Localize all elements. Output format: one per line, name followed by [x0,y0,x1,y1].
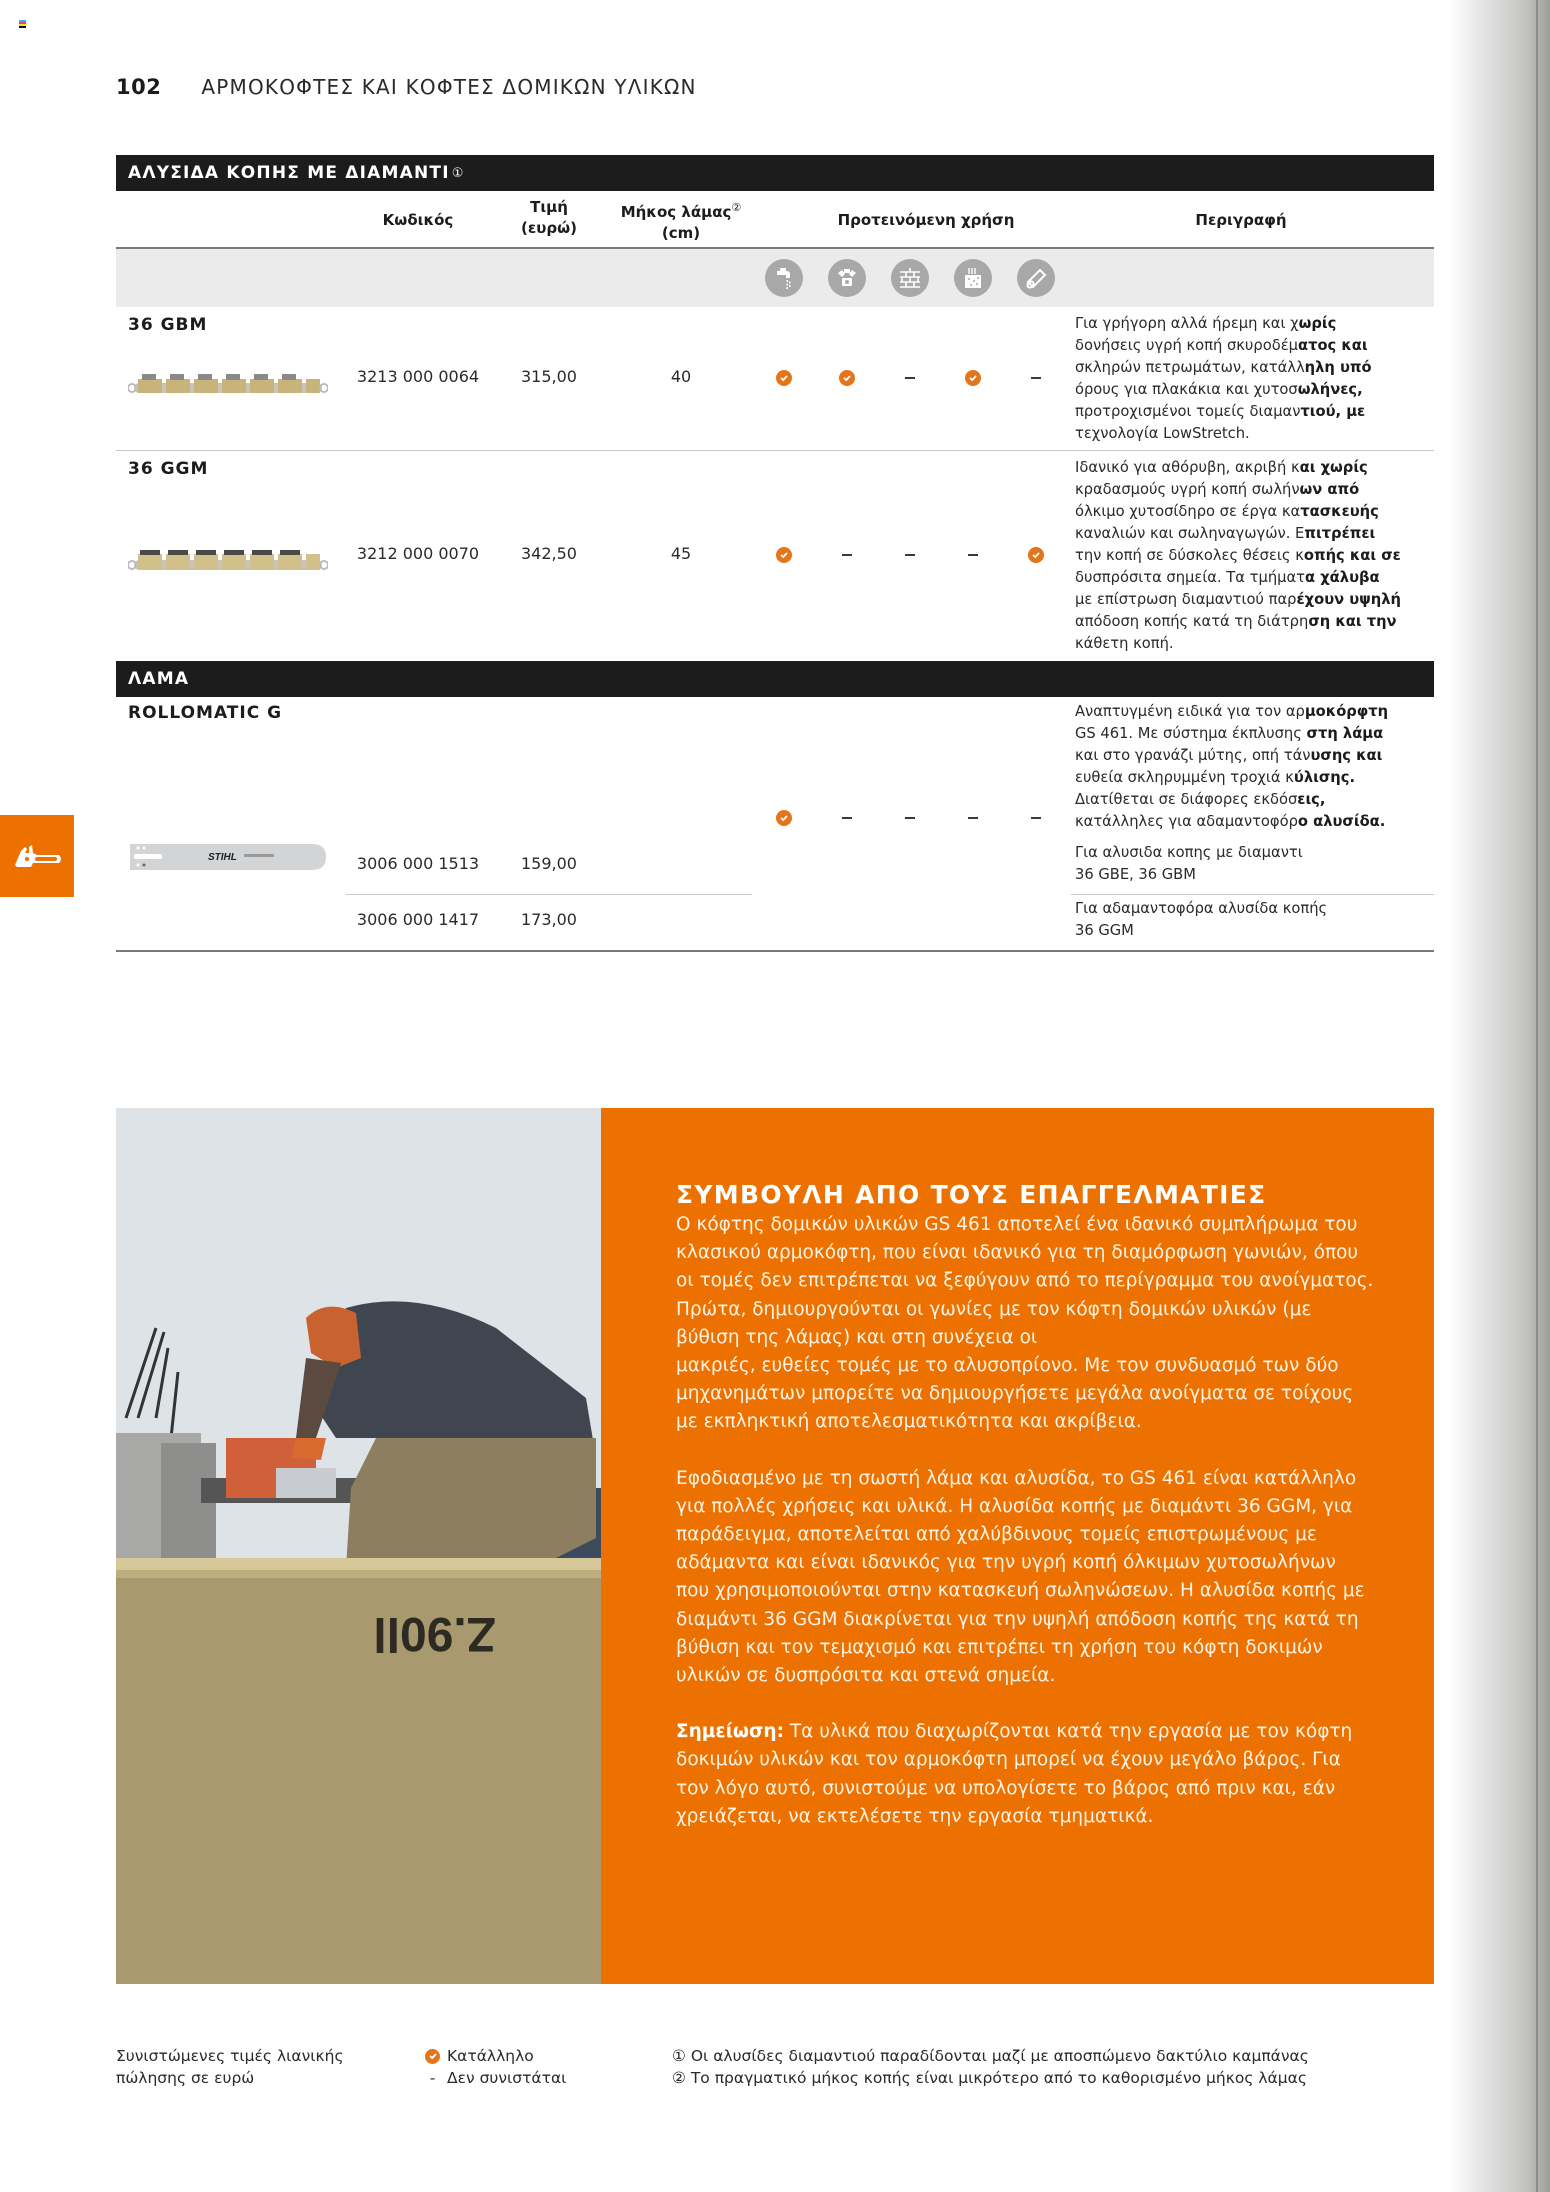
dash-icon [1028,370,1044,386]
product-code: 3212 000 0070 [356,544,480,563]
pro-tip-section [116,1108,1434,1984]
footnote-1: ① Οι αλυσίδες διαμαντιού παραδίδονται μαζί με αποσπώμενο δακτύλιο καμπάνας [672,2047,1309,2065]
tip-paragraph: μακριές, ευθείες τομές με το αλυσοπρίονο. Με τον συνδυασμό των δύο μηχανημάτων μπορείτε να δημιουργήσετε μεγάλα ανοίγματα σε τοίχους με εκπληκτική αποτελεσματικότητα και ακρίβεια. [676,1355,1354,1433]
cutting-stone-icon [828,259,866,297]
product-price: 342,50 [521,544,577,563]
check-icon [776,547,792,563]
legend [425,2045,566,2089]
dash-icon [839,547,855,563]
header-code: Κωδικός [382,211,454,229]
dash-icon [902,547,918,563]
brick-wall-icon [891,259,929,297]
check-icon [425,2049,440,2064]
note-divider [1071,894,1434,895]
print-color-marks [19,20,26,28]
dash-icon [902,810,918,826]
column-headers [116,191,1434,249]
dash-icon: - [429,2069,436,2087]
header-bar-length: Μήκος λάμας② (cm) [620,201,742,242]
construction-worker-image [116,1108,601,1984]
check-icon [776,810,792,826]
tip-paragraph: Εφοδιασμένο με τη σωστή λάμα και αλυσίδα, το GS 461 είναι κατάλληλο για πολλές χρήσεις και υλικά. Η αλυσίδα κοπής με διαμάντι 36 GGM, για παράδειγμα, αποτελείται από χαλύβδινους τομείς επιστρωμένους με αδάμαντα και είναι ιδανικός για την υγρή κοπή όλκιμων χυτοσωλήνων που χρησιμοποιούνται στην κατασκευή σωληνώσεων. Η αλυσίδα κοπής με διαμάντι 36 GGM διακρίνεται για την υψηλή απόδοση κοπής της κατά τη βύθιση και τον τεμαχισμό και επιτρέπει τη χρήση του κόφτη δοκιμών υλικών σε δυσπρόσιτα και στενά σημεία. [676,1467,1365,1687]
check-icon [776,370,792,386]
header-recommended-use: Προτεινόμενη χρήση [837,211,1015,229]
variant-divider [346,894,752,895]
variant-price: 173,00 [521,910,577,929]
variant-note: Για αλυσιδα κοπης με διαμαντι 36 GBE, 36 GBM [1075,844,1303,883]
tip-note: Σημείωση: Τα υλικά που διαχωρίζονται κατά την εργασία με τον κόφτη δοκιμών υλικών και τον αρμοκόφτη μπορεί να έχουν μεγάλο βάρος. Για τον λόγο αυτό, συνιστούμε να υπολογίσετε το βάρος από πριν και, εάν χρειάζεται, να εκτελέσετε την εργασία τμηματικά. [676,1721,1353,1827]
dash-icon [1028,810,1044,826]
product-description: Για γρήγορη αλλά ήρεμη και χωρίς δονήσεις υγρή κοπή σκυροδέματος και σκληρών πετρωμάτων, κατάλληλη υπό όρους για πλακάκια και χυτοσωλήνες, προτροχισμένοι τομείς διαμαντιού, με τεχνολογία LowStretch. [1075,315,1372,442]
page-header [116,72,697,102]
table-row-rollomatic-g[interactable] [116,697,1434,952]
dash-icon [965,810,981,826]
footnote-2: ② Το πραγματικό μήκος κοπής είναι μικρότερο από το καθορισμένο μήκος λάμας [672,2069,1307,2087]
page-edge-shadow [1450,0,1550,2192]
svg-text:Z.90ll: Z.90ll [373,1607,496,1660]
legend-not-recommended: - Δεν συνιστάται [425,2067,566,2089]
check-icon [965,370,981,386]
tip-title: ΣΥΜΒΟΥΛΗ ΑΠΟ ΤΟΥΣ ΕΠΑΓΓΕΛΜΑΤΙΕΣ [676,1180,1267,1209]
diamond-chain-image [128,367,328,403]
concrete-icon [954,259,992,297]
check-icon [839,370,855,386]
page-title: ΑΡΜΟΚΟΦΤΕΣ ΚΑΙ ΚΟΦΤΕΣ ΔΟΜΙΚΩΝ ΥΛΙΚΩΝ [201,75,697,99]
dash-icon [839,810,855,826]
header-price: Τιμή (ευρώ) [521,198,577,237]
product-name: ROLLOMATIC G [128,703,283,723]
table-row-36gbm[interactable] [116,307,1434,451]
section-header-guide-bar: ΛΑΜΑ [116,661,1434,697]
diamond-chain-image [128,544,328,580]
bar-length: 40 [670,367,692,386]
product-name: 36 GGM [128,459,209,479]
chapter-tab[interactable] [0,815,74,897]
products-table [116,155,1434,952]
product-price: 315,00 [521,367,577,386]
check-icon [1028,547,1044,563]
prices-note: Συνιστώμενες τιμές λιανικής πώλησης σε ευρώ [116,2047,344,2087]
water-tap-icon [765,259,803,297]
dash-icon [902,370,918,386]
variant-code: 3006 000 1417 [356,910,480,929]
product-code: 3213 000 0064 [356,367,480,386]
pro-tip-panel [601,1108,1434,1984]
usage-icons-row [116,249,1434,307]
variant-code: 3006 000 1513 [356,854,480,873]
worker-photo [116,1108,601,1984]
dash-icon [965,547,981,563]
bar-length: 45 [670,544,692,563]
section-header-diamond-chain: ΑΛΥΣΙΔΑ ΚΟΠΗΣ ΜΕ ΔΙΑΜΑΝΤΙ ① [116,155,1434,191]
variant-note: Για αδαμαντοφόρα αλυσίδα κοπής 36 GGM [1075,900,1328,939]
tip-paragraph: Ο κόφτης δομικών υλικών GS 461 αποτελεί ένα ιδανικό συμπλήρωμα του κλασικού αρμοκόφτη, που είναι ιδανικό για τη διαμόρφωση γωνιών, όπου οι τομές δεν επιτρέπεται να ξεφύγουν από το περίγραμμα του ανοίγματος. Πρώτα, δημιουργούνται οι γωνίες με τον κόφτη δομικών υλικών (με βύθιση της λάμας) και στη συνέχεια οι [676,1214,1374,1348]
footnotes [672,2045,1309,2089]
page-number: 102 [116,75,162,99]
chainsaw-icon [11,843,63,869]
svg-text:STIHL: STIHL [208,852,237,863]
variant-price: 159,00 [521,854,577,873]
table-row-36ggm[interactable] [116,451,1434,661]
product-name: 36 GBM [128,315,208,335]
header-description: Περιγραφή [1195,211,1287,229]
product-description: Αναπτυγμένη ειδικά για τον αρμοκόρφτη GS 461. Με σύστημα έκπλυσης στη λάμα και στο γρανάζι μύτης, οπή τάνυσης και ευθεία σκληρυμμένη τροχιά κύλισης. Διατίθεται σε διάφορες εκδόσεις, κατάλληλες για αδαμαντοφόρο αλυσίδα. [1075,703,1389,830]
legend-suitable: Κατάλληλο [425,2045,566,2067]
guide-bar-image [128,840,328,874]
pipe-icon [1017,259,1055,297]
product-description: Ιδανικό για αθόρυβη, ακριβή και χωρίς κραδασμούς υγρή κοπή σωλήνων από όλκιμο χυτοσίδηρο σε έργα κατασκευής καναλιών και σωληναγωγών. Επιτρέπει την κοπή σε δύσκολες θέσεις κοπής και σε δυσπρόσιτα σημεία. Τα τμήματα χάλυβα με επίστρωση διαμαντιού παρέχουν υψηλή απόδοση κοπής κατά τη διάτρηση και την κάθετη κοπή. [1075,459,1402,652]
